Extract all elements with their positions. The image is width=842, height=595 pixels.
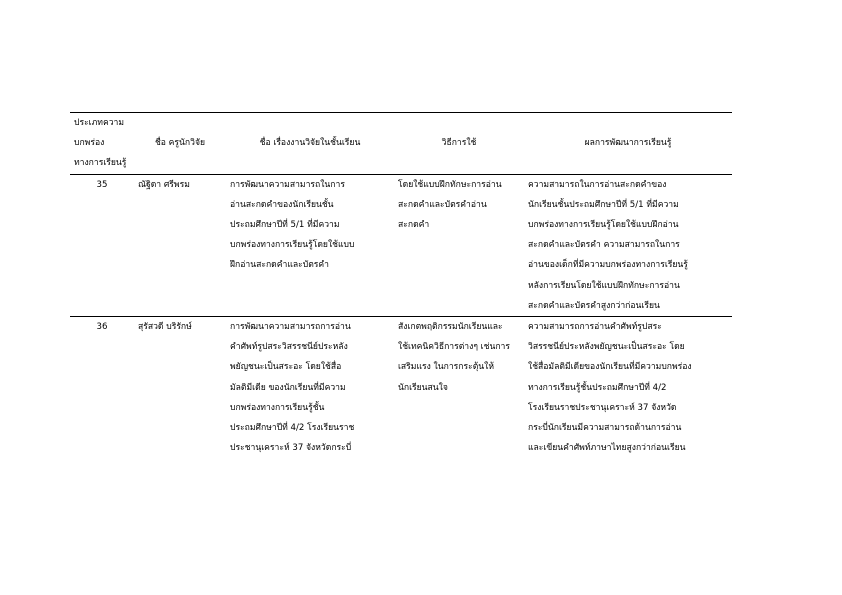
table-row xyxy=(70,174,732,316)
result-cell xyxy=(524,174,732,316)
research-title-cell xyxy=(226,174,394,316)
cell-line: ใช้เทคนิควิธีการต่างๆ เช่นการ xyxy=(398,342,510,353)
cell-line: ใช้สื่อมัลติมีเดียของนักเรียนที่มีความบกพร่อง xyxy=(528,362,692,373)
cell-line: อ่านสะกดคำของนักเรียนชั้น xyxy=(230,199,334,210)
cell-line: พยัญชนะเป็นสระอะ โดยใช้สื่อ xyxy=(230,362,342,373)
cell-line: ความสามารถในการอ่านสะกดคำของ xyxy=(528,179,667,190)
header-line: ทางการเรียนรู้ xyxy=(74,158,127,169)
cell-line: วิสรรชนีย์ประหลังพยัญชนะเป็นสระอะ โดย xyxy=(528,342,685,353)
cell-line: และเขียนคำศัพท์ภาษาไทยสูงกว่าก่อนเรียน xyxy=(528,443,686,454)
header-line: ชื่อ ครูนักวิจัย xyxy=(154,138,206,149)
cell-line: กระบี่นักเรียนมีความสามารถด้านการอ่าน xyxy=(528,423,682,434)
header-disability-type xyxy=(70,113,134,175)
cell-line: ประถมศึกษาปีที่ 4/2 โรงเรียนราช xyxy=(230,423,355,434)
header-line: ผลการพัฒนาการเรียนรู้ xyxy=(584,138,672,149)
header-line: ชื่อ เรื่องงานวิจัยในชั้นเรียน xyxy=(259,138,361,149)
header-line: วิธีการใช้ xyxy=(441,138,477,149)
cell-line: บกพร่องทางการเรียนรู้ชั้น xyxy=(230,402,325,413)
header-method xyxy=(394,113,524,175)
cell-line: มัลติมีเดีย ของนักเรียนที่มีความ xyxy=(230,382,346,393)
header-line: ประเภทความ xyxy=(74,118,125,128)
row-number xyxy=(70,317,134,459)
cell-line: เสริมแรง ในการกระตุ้นให้ xyxy=(398,362,495,373)
cell-line: 36 xyxy=(96,322,108,333)
cell-line: ทางการเรียนรู้ชั้นประถมศึกษาปีที่ 4/2 xyxy=(528,382,667,393)
method-cell xyxy=(394,174,524,316)
header-result xyxy=(524,113,732,175)
cell-line: สะกดคำและบัตรคำอ่าน xyxy=(398,199,487,210)
cell-line: โรงเรียนราชประชานุเคราะห์ 37 จังหวัด xyxy=(528,402,677,413)
research-table xyxy=(70,112,732,458)
cell-line: บกพร่องทางการเรียนรู้โดยใช้แบบ xyxy=(230,240,355,251)
cell-line: นักเรียนสนใจ xyxy=(398,382,448,393)
cell-line: สะกดคำและบัตรคำสูงกว่าก่อนเรียน xyxy=(528,300,660,311)
cell-line: ณัฐิดา ศรีพรม xyxy=(138,179,190,190)
cell-line: สังเกตพฤติกรรมนักเรียนและ xyxy=(398,322,503,333)
cell-line: 35 xyxy=(96,179,108,190)
cell-line: บกพร่องทางการเรียนรู้โดยใช้แบบฝึกอ่าน xyxy=(528,220,679,231)
cell-line: สะกดคำและบัตรคำ ความสามารถในการ xyxy=(528,240,680,251)
header-line: บกพร่อง xyxy=(74,138,105,149)
cell-line: การพัฒนาความสามารถในการ xyxy=(230,179,345,190)
cell-line: ความสามารถการอ่านคำศัพท์รูปสระ xyxy=(528,322,662,333)
researcher-name-cell xyxy=(134,174,226,316)
header-research-title xyxy=(226,113,394,175)
research-title-cell xyxy=(226,317,394,459)
researcher-name-cell xyxy=(134,317,226,459)
cell-line: โดยใช้แบบฝึกทักษะการอ่าน xyxy=(398,179,502,190)
result-cell xyxy=(524,317,732,459)
cell-line: ฝึกอ่านสะกดคำและบัตรคำ xyxy=(230,260,329,271)
method-cell xyxy=(394,317,524,459)
cell-line: การพัฒนาความสามารถการอ่าน xyxy=(230,322,351,333)
cell-line: ประชานุเคราะห์ 37 จังหวัดกระบี่ xyxy=(230,443,352,454)
table-row xyxy=(70,317,732,459)
cell-line: อ่านของเด็กที่มีความบกพร่องทางการเรียนรู้ xyxy=(528,260,688,271)
cell-line: คำศัพท์รูปสระวิสรรชนีย์ประหลัง xyxy=(230,342,348,353)
cell-line: ประถมศึกษาปีที่ 5/1 ที่มีความ xyxy=(230,220,340,231)
cell-line: หลังการเรียนโดยใช้แบบฝึกทักษะการอ่าน xyxy=(528,280,680,291)
cell-line: สุรัสวดี บริรักษ์ xyxy=(138,322,192,333)
row-number xyxy=(70,174,134,316)
cell-line: สะกดคำ xyxy=(398,220,430,231)
header-researcher-name xyxy=(134,113,226,175)
cell-line: นักเรียนชั้นประถมศึกษาปีที่ 5/1 ที่มีความ xyxy=(528,199,679,210)
table-header xyxy=(70,113,732,175)
